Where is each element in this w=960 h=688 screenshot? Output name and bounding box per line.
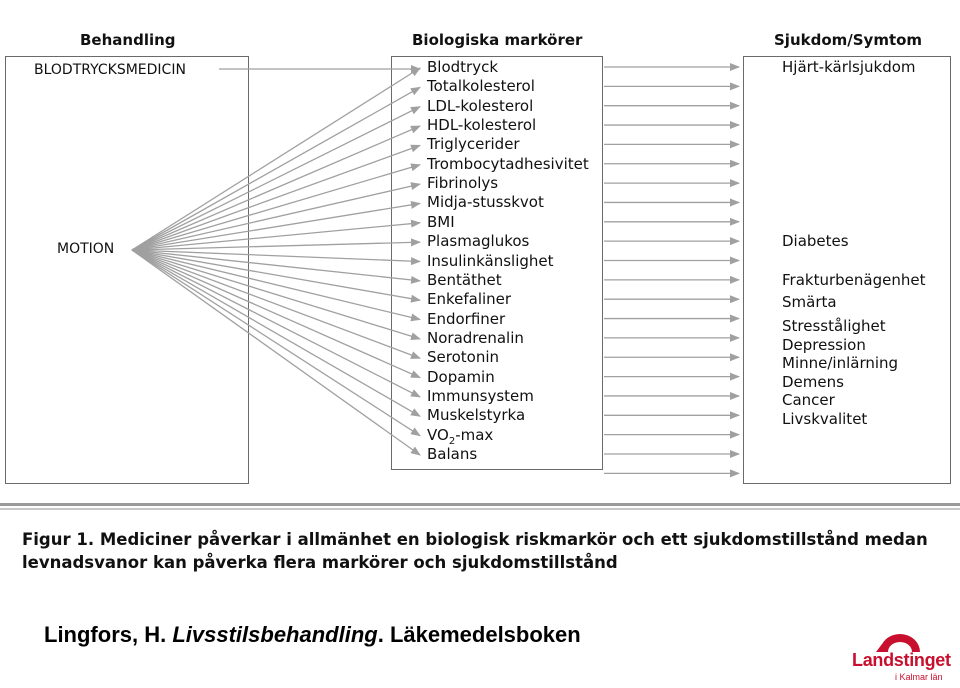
landstinget-logo-icon: [876, 630, 924, 652]
treatment-motion: MOTION: [57, 241, 115, 257]
header-markers: Biologiska markörer: [412, 31, 583, 49]
logo-subtitle: i Kalmar län: [895, 672, 943, 682]
marker-item: Enkefaliner: [427, 290, 512, 309]
motion-arrow: [132, 250, 420, 378]
citation-author: Lingfors, H.: [44, 622, 167, 647]
disease-item: Diabetes: [782, 232, 849, 250]
marker-item: Endorfiner: [427, 309, 506, 328]
figure-caption: Figur 1. Mediciner påverkar i allmänhet en biologisk riskmarkör och ett sjukdomstillstånd medan levnadsvanor kan påverka flera markörer och sjukdomstillstånd: [22, 530, 928, 572]
marker-item: Bentäthet: [427, 270, 502, 289]
divider-top: [0, 503, 960, 506]
marker-item: Muskelstyrka: [427, 406, 526, 425]
motion-arrow: [132, 107, 420, 250]
marker-item: Insulinkänslighet: [427, 251, 554, 270]
marker-item: Balans: [427, 445, 478, 463]
motion-arrow: [132, 250, 420, 455]
citation-title: Livsstilsbehandling: [172, 622, 378, 647]
disease-item: Smärta: [782, 293, 837, 311]
marker-item: Fibrinolys: [427, 174, 499, 193]
marker-item: Immunsystem: [427, 386, 534, 405]
motion-arrow: [132, 250, 420, 320]
marker-item: Serotonin: [427, 348, 500, 367]
disease-item: Frakturbenägenhet: [782, 271, 926, 289]
disease-item: Depression: [782, 336, 866, 354]
treatment-blodtrycksmedicin: BLODTRYCKSMEDICIN: [34, 62, 186, 78]
disease-item: Demens: [782, 373, 844, 391]
marker-item: Blodtryck: [427, 58, 499, 76]
motion-arrow: [132, 68, 420, 250]
marker-item: LDL-kolesterol: [427, 96, 534, 115]
divider-bottom: [0, 508, 960, 510]
motion-arrow: [132, 165, 420, 250]
motion-arrow: [132, 250, 420, 339]
header-disease: Sjukdom/Symtom: [774, 31, 923, 49]
marker-item: Midja-stusskvot: [427, 193, 544, 212]
citation-source: Läkemedelsboken: [389, 622, 581, 647]
motion-arrow: [132, 145, 420, 250]
marker-item: Plasmaglukos: [427, 232, 530, 251]
motion-arrow: [132, 87, 420, 250]
motion-arrow: [132, 250, 420, 397]
logo-name: Landstinget: [852, 650, 951, 670]
header-treatment: Behandling: [80, 31, 176, 49]
citation: Lingfors, H. Livsstilsbehandling. Läkemedelsboken: [44, 622, 581, 647]
disease-item: Hjärt-kärlsjukdom: [782, 58, 916, 76]
marker-item: Dopamin: [427, 367, 495, 386]
marker-item: Totalkolesterol: [427, 77, 535, 96]
disease-item: Stresstålighet: [782, 317, 886, 335]
marker-item: Noradrenalin: [427, 328, 524, 347]
disease-item: Livskvalitet: [782, 410, 868, 428]
marker-item: BMI: [427, 212, 455, 231]
motion-arrow: [132, 126, 420, 250]
marker-item: $VO_2-\max$: [427, 425, 494, 447]
marker-item: HDL-kolesterol: [427, 116, 537, 135]
motion-arrow: [132, 250, 420, 436]
motion-arrow: [132, 250, 420, 281]
disease-item: Minne/inlärning: [782, 354, 899, 372]
motion-arrow: [132, 184, 420, 250]
disease-item: Cancer: [782, 391, 835, 409]
marker-item: Trombocytadhesivitet: [427, 154, 589, 173]
motion-arrow: [132, 250, 420, 358]
marker-item: Triglycerider: [427, 135, 520, 154]
